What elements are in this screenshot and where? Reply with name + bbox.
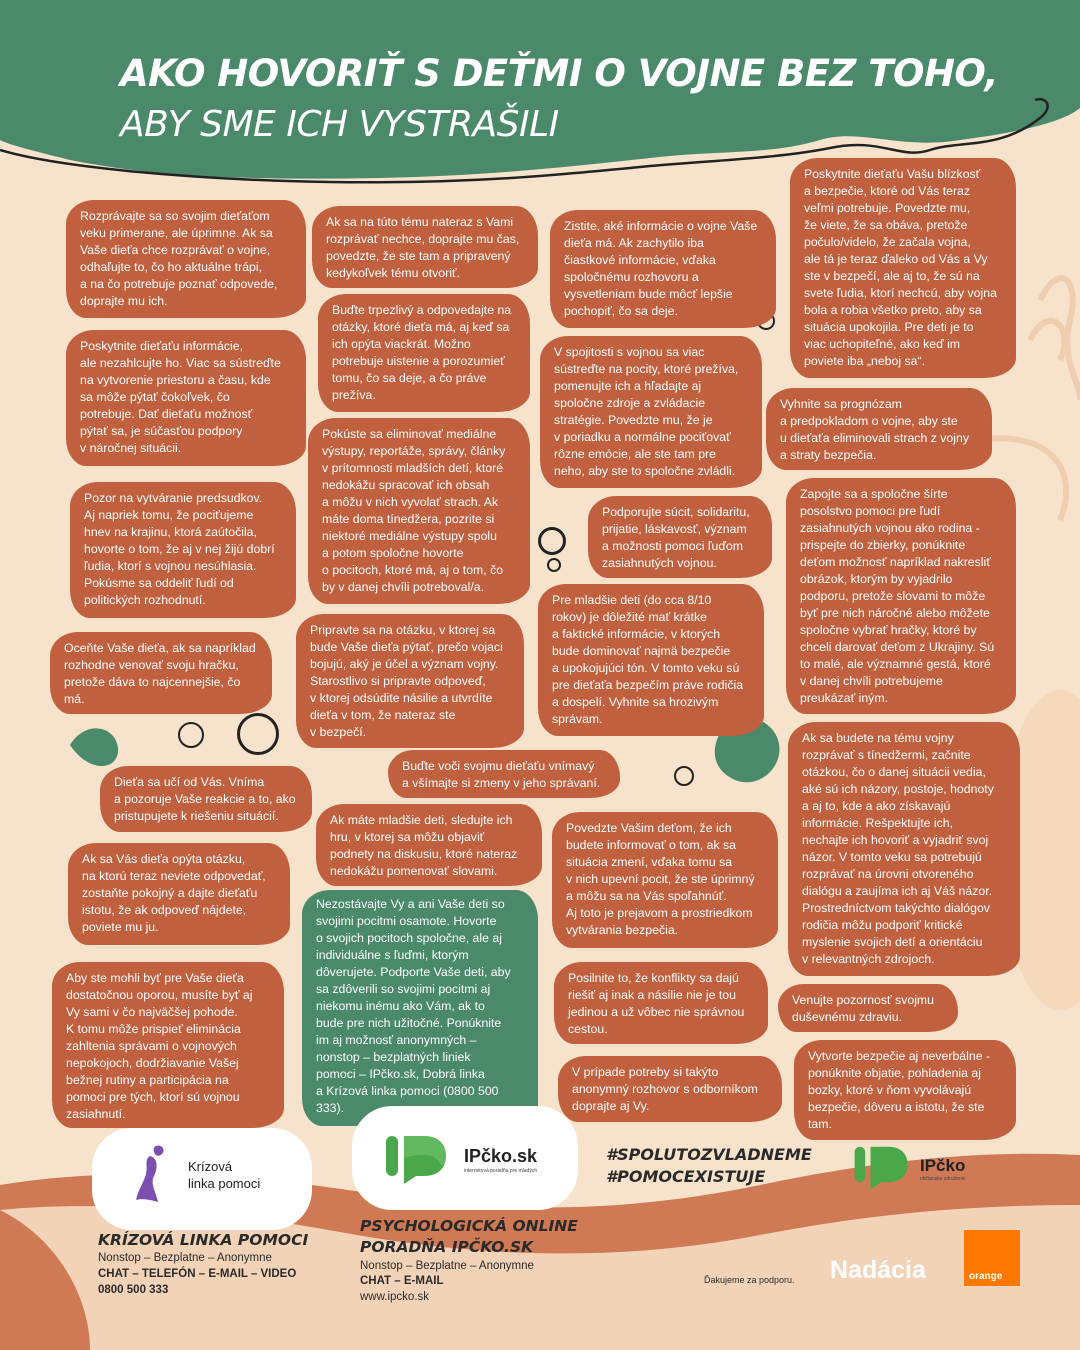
tip-bubble	[66, 330, 306, 466]
tip-line: a môžu v nich vyvolať strach. Ak	[322, 495, 499, 509]
tip-line: veku primerane, ale úprimne. Ak sa	[80, 226, 273, 240]
tip-line: bežnej rutiny a participácia na	[66, 1073, 229, 1087]
krizova-title: KRÍZOVÁ LINKA POMOCI	[98, 1231, 309, 1249]
tip-bubble	[296, 614, 524, 748]
tip-line: istotu, že ak odpoveď nájdete,	[82, 903, 247, 917]
tip-bubble	[790, 158, 1016, 378]
tip-line: dialógu a zaujíma ich aj Váš názor.	[802, 884, 993, 898]
tip-line: Oceňte Vaše dieťa, ak sa napríklad	[64, 641, 256, 655]
tip-line: Ak sa Vás dieťa opýta otázku,	[82, 852, 246, 866]
tip-line: posolstvo pomoci pre ľudí	[800, 504, 941, 518]
tip-line: kedykoľvek tému otvoriť.	[326, 266, 460, 280]
tip-line: ste v bezpečí, ale aj to, že sú na	[804, 269, 980, 283]
tip-line: v poriadku a normálne pociťovať	[554, 430, 731, 444]
tip-line: Ak sa budete na tému vojny	[802, 731, 954, 745]
tip-line: budete informovať o tom, ak sa	[566, 838, 737, 852]
krizova-contact: CHAT – TELEFÓN – E-MAIL – VIDEO	[98, 1268, 297, 1280]
tip-line: cestou.	[568, 1022, 608, 1036]
tip-line: a pozoruje Vaše reakcie a to, ako	[114, 792, 296, 806]
tip-line: byť pre nich náročné alebo môžete	[800, 606, 990, 620]
tip-line: zasiahnutých vojnou ako rodina -	[800, 521, 980, 535]
tip-line: aké sú ich názory, postoje, hodnoty	[802, 782, 994, 796]
tip-line: Pokúsme sa oddeliť ľudí od	[84, 576, 234, 590]
tip-line: Zapojte sa a spoločne šírte	[800, 487, 948, 501]
tip-line: Buďte trpezlivý a odpovedajte na	[332, 303, 512, 317]
tip-line: a predpokladom o vojne, aby ste	[780, 414, 958, 428]
tip-bubble	[554, 962, 768, 1044]
tip-line: ale tá je teraz ďaleko od Vás a Vy	[804, 252, 988, 266]
tip-line: v danej chvíli potrebujeme	[800, 674, 943, 688]
tip-line: a faktické informácie, v ktorých	[552, 627, 721, 641]
circle-decoration	[237, 713, 279, 755]
tip-line: jedinou a už vôbec nie správnou	[568, 1005, 745, 1019]
ip-logo-icon	[384, 1134, 450, 1186]
tip-line: pomoci – IPčko.sk, Dobrá linka	[316, 1067, 485, 1081]
tip-line: Povedzte Vašim deťom, že ich	[566, 821, 732, 835]
tip-bubble	[538, 584, 764, 736]
tip-line: spoločnému rozhovoru a	[564, 270, 699, 284]
tip-line: pýtať sa, je súčasťou podpory	[80, 424, 243, 438]
tip-line: bude pre nich užitočné. Ponúknite	[316, 1016, 502, 1030]
tip-line: Prostredníctvom takýchto dialógov	[802, 901, 990, 915]
tip-line: tomu, čo sa deje, a čo práve	[332, 371, 487, 385]
tip-line: otázky, ktoré dieťa má, aj keď sa	[332, 320, 510, 334]
tip-line: vysvetleniam bude môcť lepšie	[564, 287, 733, 301]
tip-line: Poskytnite dieťaťu Vašu blízkosť	[804, 167, 981, 181]
thanks-text: Ďakujeme za podporu.	[704, 1275, 795, 1285]
tip-line: situácia zmení, vďaka tomu sa	[566, 855, 733, 869]
tip-line: podporu, pretože slovami to môže	[800, 589, 986, 603]
tip-line: Buďte voči svojmu dieťaťu vnímavý	[402, 759, 595, 773]
tip-line: rôzne emócie, ale ste tam pre	[554, 447, 716, 461]
tip-line: ich opýta viackrát. Možno	[332, 337, 471, 351]
tip-line: a možnosti pomoci ľuďom	[602, 539, 743, 553]
tip-bubble	[70, 482, 296, 618]
tip-line: počulo/videlo, že začala vojna,	[804, 235, 971, 249]
orange-logo-text: orange	[969, 1271, 1003, 1282]
tip-bubble	[788, 722, 1020, 976]
tip-line: v náročnej situácii.	[80, 441, 182, 455]
tip-line: Posilnite to, že konflikty sa dajú	[568, 971, 739, 985]
tip-line: politických rozhodnutí.	[84, 593, 206, 607]
hashtag-2[interactable]: #POMOCEXISTUJE	[606, 1167, 766, 1186]
ipcko-web-link[interactable]: www.ipcko.sk	[360, 1291, 430, 1303]
tip-line: to malé, ale významné gestá, ktoré	[800, 657, 991, 671]
tip-line: na ktorú teraz neviete odpovedať,	[82, 869, 266, 883]
tip-line: Aj napriek tomu, že pociťujeme	[84, 508, 254, 522]
tip-line: duševnému zdraviu.	[792, 1010, 903, 1024]
tip-line: nonstop – bezplatných liniek	[316, 1050, 471, 1064]
page-subtitle: ABY SME ICH VYSTRAŠILI	[120, 104, 559, 145]
krizova-phone[interactable]: 0800 500 333	[98, 1284, 169, 1296]
tip-line: Ak sa na túto tému nateraz s Vami	[326, 215, 514, 229]
tip-line: a upokojujúci tón. V tomto veku sú	[552, 661, 740, 675]
page-title: AKO HOVORIŤ S DEŤMI O VOJNE BEZ TOHO,	[120, 52, 999, 95]
tip-line: dieťa v tom, že nateraz ste	[310, 708, 456, 722]
tip-line: preukázať iným.	[800, 691, 888, 705]
tip-line: zasiahnutí.	[66, 1107, 126, 1121]
tip-line: pristupujete k riešeniu situácií.	[114, 809, 279, 823]
tip-line: rozprávať s tínedžermi, začnite	[802, 748, 971, 762]
tip-line: im aj možnosť anonymných –	[316, 1033, 477, 1047]
tip-line: ľudia, ktorí s vojnou nesúhlasia.	[84, 559, 257, 573]
tip-line: Podporujte súcit, solidaritu,	[602, 505, 750, 519]
tip-line: a aj to, kde a ako získavajú	[802, 799, 951, 813]
tip-line: Vytvorte bezpečie aj neverbálne -	[808, 1049, 991, 1063]
tip-line: niektoré mediálne výstupy spolu	[322, 529, 497, 543]
tip-line: a straty bezpečia.	[780, 448, 877, 462]
tip-line: by v danej chvíli potreboval/a.	[322, 580, 485, 594]
tip-line: Ak máte mladšie deti, sledujte ich	[330, 813, 513, 827]
orange-logo	[964, 1230, 1020, 1286]
tip-bubble	[52, 962, 284, 1128]
tip-line: neho, aby ste to spoločne zvládli.	[554, 464, 736, 478]
tip-line: potrebuje uistenie a porozumieť	[332, 354, 505, 368]
tip-line: sa môže pýtať čokoľvek, čo	[80, 390, 230, 404]
tip-line: Pre mladšie deti (do cca 8/10	[552, 593, 712, 607]
tip-line: Starostlivo si pripravte odpoveď,	[310, 674, 486, 688]
nadacia-logo-text: Nadácia	[830, 1256, 926, 1284]
tip-line: a Krízová linka pomoci (0800 500	[316, 1084, 499, 1098]
tip-line: rozprávať na úrovni otvoreného	[802, 867, 974, 881]
tip-line: pre dieťaťa bezpečím práve rodičia	[552, 678, 744, 692]
tip-line: nepokojoch, dodržiavanie Vašej	[66, 1056, 239, 1070]
ipcko-contact: CHAT – E-MAIL	[360, 1275, 444, 1287]
tip-line: bezpečie, dôveru a istotu, že ste	[808, 1100, 985, 1114]
tip-line: hovorte o tom, že aj v nej žijú dobrí	[84, 542, 275, 556]
tip-line: názor. V tomto veku sa potrebujú	[802, 850, 982, 864]
tip-line: v ktorej odsúdite násilie a utvrdíte	[310, 691, 493, 705]
tip-line: Venujte pozornosť svojmu	[792, 993, 935, 1007]
tip-line: zahltenia správami o vojnových	[66, 1039, 237, 1053]
tip-line: nechajte ich hovoriť a vyjadriť svoj	[802, 833, 989, 847]
tip-line: prispejte do zbierky, ponúknite	[800, 538, 966, 552]
tip-line: bude Vaše dieťa pýtať, prečo vojaci	[310, 640, 503, 654]
tip-line: a dospelí. Vyhnite sa hrozivým	[552, 695, 719, 709]
ipcko-title-line2: PORADŇA IPČKO.SK	[360, 1238, 534, 1256]
krizova-logo-line1: Krízová	[188, 1159, 233, 1174]
tip-line: o svojich pocitoch spoločne, ale aj	[316, 931, 502, 945]
tip-line: chceli darovať deťom z Ukrajiny. Sú	[800, 640, 995, 654]
tip-line: Poskytnite dieťaťu informácie,	[80, 339, 244, 353]
tip-bubble	[312, 206, 538, 288]
tip-bubble	[550, 210, 776, 328]
tip-line: rozprávať nechce, doprajte mu čas,	[326, 232, 520, 246]
tip-bubble	[766, 388, 992, 470]
tip-line: bozky, ktoré v ňom vyvolávajú	[808, 1083, 972, 1097]
tip-line: dostatočnou oporou, musíte byť aj	[66, 988, 253, 1002]
tip-line: stratégie. Povedzte mu, že je	[554, 413, 713, 427]
tip-line: myslenie svojich detí a orientáciu	[802, 935, 983, 949]
tip-bubble	[68, 843, 290, 945]
tip-bubble	[100, 766, 312, 832]
tip-line: otázkou, čo o danej situácii vedia,	[802, 765, 986, 779]
tip-line: viac uchopiteľné, ako keď im	[804, 337, 961, 351]
tip-line: Rozprávajte sa so svojim dieťaťom	[80, 209, 270, 223]
tip-line: pomenujte ich a hľadajte aj	[554, 379, 702, 393]
tip-line: tam.	[808, 1117, 832, 1131]
tip-line: rodičia môžu podporiť kritické	[802, 918, 963, 932]
tip-line: svete ľudia, ktorí nechcú, aby vojna	[804, 286, 997, 300]
tip-line: hnev na krajinu, ktorá zaútočila,	[84, 525, 257, 539]
tip-line: potrebuje. Dať dieťaťu možnosť	[80, 407, 253, 421]
ipcko-title-line1: PSYCHOLOGICKÁ ONLINE	[360, 1217, 578, 1235]
tip-line: a bezpečie, ktoré od Vás teraz	[804, 184, 971, 198]
tip-line: 333).	[316, 1101, 345, 1115]
tip-bubble	[318, 294, 530, 412]
tip-bubble	[558, 1056, 782, 1122]
ipcko-logo-tagline: internetová poradňa pre mladých	[464, 1168, 538, 1174]
ipcko-brand-tagline: občianske združenie	[920, 1176, 966, 1182]
tip-bubble	[66, 200, 306, 318]
tip-line: anonymný rozhovor s odborníkom	[572, 1082, 758, 1096]
tip-bubble-highlight	[302, 890, 538, 1126]
tip-line: a na čo potrebuje poznať odpovede,	[80, 277, 278, 291]
tip-line: má.	[64, 692, 85, 706]
tip-line: bojujú, aký je účel a význam vojny.	[310, 657, 499, 671]
tip-line: v relevantných zdrojoch.	[802, 952, 935, 966]
green-leaf-shape	[70, 728, 118, 766]
hashtag-1[interactable]: #SPOLUTOZVLADNEME	[606, 1145, 812, 1164]
purple-figure-icon	[128, 1142, 172, 1206]
tip-line: na vytvorenie priestoru a času, kde	[80, 373, 271, 387]
ipcko-brand-name: IPčko	[920, 1156, 966, 1175]
tip-line: deťom možnosť napríklad nakresliť	[800, 555, 991, 569]
ipcko-brand-icon	[852, 1145, 912, 1191]
tip-line: v nich upevní pocit, že ste úprimný	[566, 872, 755, 886]
tip-bubble	[540, 336, 762, 488]
circle-decoration	[674, 766, 694, 786]
tip-line: zostaňte pokojný a dajte dieťaťu	[82, 886, 258, 900]
tip-line: a všímajte si zmeny v jeho správaní.	[402, 776, 601, 790]
tip-line: máte doma tínedžera, pozrite si	[322, 512, 495, 526]
krizova-logo-line2: linka pomoci	[188, 1176, 261, 1191]
circle-decoration	[178, 722, 204, 748]
tip-line: v bezpečí.	[310, 725, 367, 739]
tip-line: spoločne zdroje a zvládacie	[554, 396, 706, 410]
tip-line: pomoci pre tých, ktorí sú vojnou	[66, 1090, 240, 1104]
tip-line: prežíva.	[332, 388, 376, 402]
tip-bubble	[552, 812, 778, 948]
tip-bubble	[786, 478, 1016, 714]
tip-line: dôverujete. Podporte Vaše deti, aby	[316, 965, 511, 979]
tip-line: Zistite, aké informácie o vojne Vaše	[564, 219, 758, 233]
tip-line: Aby ste mohli byť pre Vaše dieťa	[66, 971, 244, 985]
tip-line: Pokúste sa eliminovať mediálne	[322, 427, 497, 441]
tip-line: odhaľujte to, čo ho aktuálne trápi,	[80, 260, 263, 274]
krizova-sub: Nonstop – Bezplatne – Anonymne	[98, 1252, 272, 1264]
tip-line: svojimi pocitmi osamote. Hovorte	[316, 914, 497, 928]
tip-line: doprajte aj Vy.	[572, 1099, 650, 1113]
tip-line: individuálne s ľuďmi, ktorým	[316, 948, 469, 962]
tip-line: situácia upokojila. Pre deti je to	[804, 320, 974, 334]
tip-line: veľmi potrebuje. Povedzte mu,	[804, 201, 971, 215]
tip-bubble	[778, 984, 958, 1032]
circle-decoration	[547, 558, 561, 572]
tip-line: bude dominovať najmä bezpečie	[552, 644, 731, 658]
tip-line: pochopiť, čo sa deje.	[564, 304, 678, 318]
tip-line: dieťa má. Ak zachytilo iba	[564, 236, 704, 250]
tip-line: nedokážu spracovať ich obsah	[322, 478, 490, 492]
tip-line: rozhodne venovať svoju hračku,	[64, 658, 239, 672]
tip-line: doprajte mu ich.	[80, 294, 168, 308]
tip-bubble	[316, 804, 542, 886]
tip-line: u dieťaťa eliminovali strach z vojny	[780, 431, 969, 445]
tip-line: K tomu môže prispieť eliminácia	[66, 1022, 241, 1036]
tip-line: poviete iba „neboj sa“.	[804, 354, 925, 368]
tip-line: poviete mu ju.	[82, 920, 159, 934]
tip-line: Vy sami v čo najväčšej pohode.	[66, 1005, 238, 1019]
ipcko-logo-name: IPčko.sk	[464, 1146, 538, 1166]
tip-line: Dieťa sa učí od Vás. Vníma	[114, 775, 265, 789]
tip-line: že viete, že sa obáva, pretože	[804, 218, 968, 232]
tip-line: sústreďte na pocity, ktoré prežíva,	[554, 362, 739, 376]
ipcko-sub: Nonstop – Bezplatne – Anonymne	[360, 1260, 534, 1272]
tip-line: Aj toto je prejavom a prostriedkom	[566, 906, 753, 920]
tip-line: Vaše dieťa chce rozprávať o vojne,	[80, 243, 271, 257]
tip-bubble	[50, 632, 272, 714]
tip-line: správam.	[552, 712, 603, 726]
tip-line: Vyhnite sa prognózam	[780, 397, 902, 411]
tip-line: nedokážu pomenovať slovami.	[330, 864, 498, 878]
tip-line: bola a robia všetko preto, aby sa	[804, 303, 982, 317]
tip-line: o pocitoch, ktoré má, aj o tom, čo	[322, 563, 504, 577]
tip-line: podnety na diskusiu, ktoré nateraz	[330, 847, 518, 861]
tip-line: ale nezahlcujte ho. Viac sa sústreďte	[80, 356, 281, 370]
tip-line: V prípade potreby si takýto	[572, 1065, 719, 1079]
tip-line: hru, v ktorej sa môžu objaviť	[330, 830, 485, 844]
tip-line: čiastkové informácie, vďaka	[564, 253, 716, 267]
tip-line: Nezostávajte Vy a ani Vaše deti so	[316, 897, 505, 911]
tip-line: Pripravte sa na otázku, v ktorej sa	[310, 623, 496, 637]
tip-line: prijatie, láskavosť, význam	[602, 522, 747, 536]
tip-line: v prítomnosti mladších detí, ktoré	[322, 461, 504, 475]
tip-bubble	[794, 1040, 1016, 1140]
tip-line: vytvárania bezpečia.	[566, 923, 679, 937]
tip-line: spoločne vybrať hračky, ktoré by	[800, 623, 977, 637]
tip-line: niekomu inému ako Vám, ak to	[316, 999, 485, 1013]
tip-line: a potom spoločne hovorte	[322, 546, 464, 560]
tip-bubble	[308, 418, 530, 604]
tip-line: ponúknite objatie, pohladenia aj	[808, 1066, 981, 1080]
tip-line: Pozor na vytváranie predsudkov.	[84, 491, 263, 505]
tip-line: zasiahnutých vojnou.	[602, 556, 717, 570]
tip-line: sa zdôverili so svojimi pocitmi aj	[316, 982, 491, 996]
tip-line: pretože dáva to najcennejšie, čo	[64, 675, 241, 689]
tip-line: informácie. Rešpektujte ich,	[802, 816, 954, 830]
tip-bubble	[588, 496, 772, 578]
tip-bubble	[388, 750, 620, 798]
tip-line: V spojitosti s vojnou sa viac	[554, 345, 705, 359]
tip-line: rokov) je dôležité mať krátke	[552, 610, 707, 624]
circle-decoration	[538, 527, 566, 555]
tip-line: výstupy, reportáže, správy, články	[322, 444, 506, 458]
tip-line: riešiť aj inak a násilie nie je tou	[568, 988, 736, 1002]
tip-line: povedzte, že ste tam a pripravený	[326, 249, 511, 263]
tip-line: obrázok, ktorým by vyjadrilo	[800, 572, 953, 586]
tip-line: a môžu sa na Vás spoľahnúť.	[566, 889, 727, 903]
